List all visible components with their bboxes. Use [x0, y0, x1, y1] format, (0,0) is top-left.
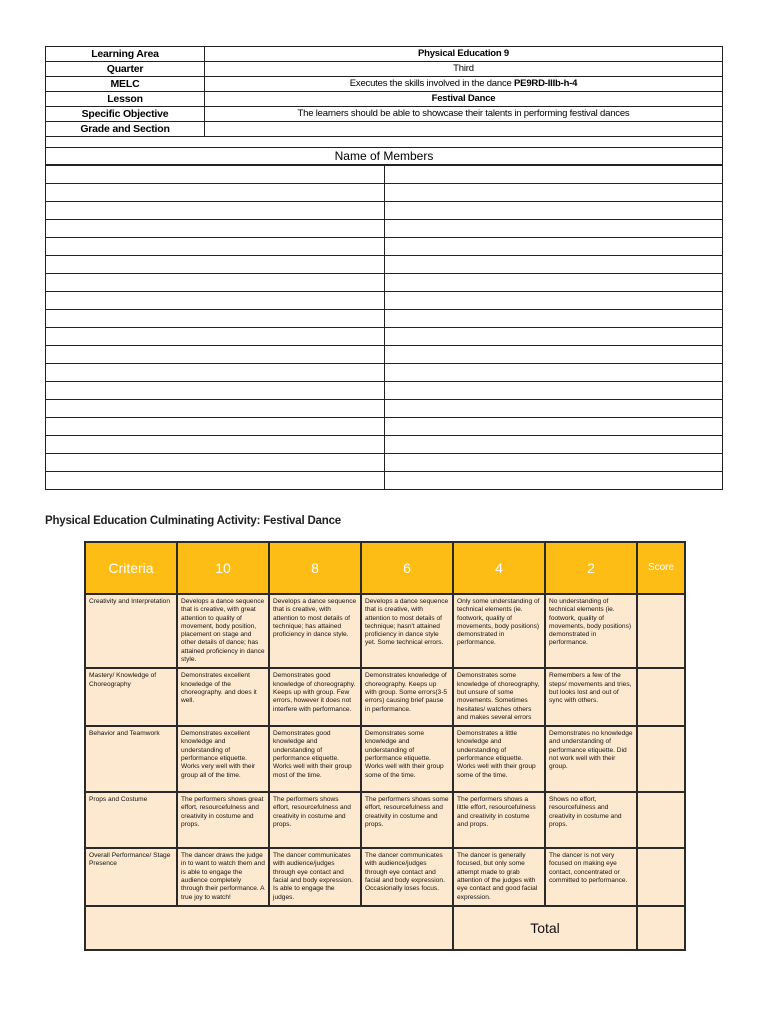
member-name-field[interactable]: [384, 436, 723, 454]
descriptor-cell: The dancer communicates with audience/judges through eye contact and facial and body expression. Is able to engage the judges.: [269, 848, 361, 906]
grade-section-field[interactable]: [205, 122, 723, 137]
info-value-text: Executes the skills involved in the dance: [349, 78, 515, 89]
member-row: [46, 184, 723, 202]
info-row: [46, 62, 723, 77]
header-4: 4: [453, 542, 545, 594]
criteria-cell: Behavior and Teamwork: [85, 726, 177, 792]
info-row: [46, 107, 723, 122]
descriptor-cell: Shows no effort, resourcefulness and creativity in costume and props.: [545, 792, 637, 848]
members-title-row: [46, 148, 723, 165]
member-row: [46, 202, 723, 220]
member-name-field[interactable]: [384, 184, 723, 202]
member-row: [46, 274, 723, 292]
member-row: [46, 328, 723, 346]
member-name-field[interactable]: [384, 346, 723, 364]
info-row: [46, 47, 723, 62]
member-name-field[interactable]: [46, 202, 385, 220]
member-name-field[interactable]: [46, 310, 385, 328]
criteria-cell: Mastery/ Knowledge of Choreography: [85, 668, 177, 726]
criteria-cell: Creativity and Interpretation: [85, 594, 177, 668]
lesson-info-table: [45, 46, 723, 165]
info-row: [46, 92, 723, 107]
descriptor-cell: Demonstrates good knowledge of choreography. Keeps up with group. Few errors, however it does not interfere with performance.: [269, 668, 361, 726]
header-2: 2: [545, 542, 637, 594]
member-row: [46, 310, 723, 328]
member-name-field[interactable]: [384, 400, 723, 418]
criteria-cell: Overall Performance/ Stage Presence: [85, 848, 177, 906]
score-field[interactable]: [637, 792, 685, 848]
member-name-field[interactable]: [46, 292, 385, 310]
total-blank-cell: [85, 906, 453, 950]
member-name-field[interactable]: [384, 364, 723, 382]
member-name-field[interactable]: [384, 328, 723, 346]
descriptor-cell: Demonstrates some knowledge and understanding of performance etiquette. Works well with their group some of the time.: [361, 726, 453, 792]
activity-title: Physical Education Culminating Activity: Festival Dance: [45, 515, 341, 527]
descriptor-cell: Develops a dance sequence that is creative, with attention to most details of technique; hasn't attained proficiency in dance style yet. Some technical errors.: [361, 594, 453, 668]
score-field[interactable]: [637, 594, 685, 668]
descriptor-cell: Demonstrates excellent knowledge and understanding of performance etiquette. Works very well with their group all of the time.: [177, 726, 269, 792]
member-name-field[interactable]: [384, 310, 723, 328]
info-value: [205, 47, 723, 62]
info-value: Third: [205, 62, 723, 77]
criteria-cell: Props and Costume: [85, 792, 177, 848]
member-name-field[interactable]: [384, 220, 723, 238]
descriptor-cell: Develops a dance sequence that is creative, with attention to most details of technique; has attained proficiency in dance style.: [269, 594, 361, 668]
descriptor-cell: The dancer draws the judge in to want to watch them and is able to engage the audience completely through their performance. A true joy to watch!: [177, 848, 269, 906]
member-name-field[interactable]: [46, 256, 385, 274]
descriptor-cell: The performers shows effort, resourcefulness and creativity in costume and props.: [269, 792, 361, 848]
info-value: [205, 92, 723, 107]
member-name-field[interactable]: [46, 328, 385, 346]
descriptor-cell: The dancer is not very focused on making eye contact, concentrated or committed to performance.: [545, 848, 637, 906]
member-name-field[interactable]: [46, 220, 385, 238]
member-name-field[interactable]: [46, 364, 385, 382]
rubric-row: [85, 668, 685, 726]
descriptor-cell: The performers shows some effort, resourcefulness and creativity in costume and props.: [361, 792, 453, 848]
descriptor-cell: Develops a dance sequence that is creative, with great attention to quality of movement, body position, placement on stage and other details of dance; has attained proficiency in dance style.: [177, 594, 269, 668]
total-score-field[interactable]: [637, 906, 685, 950]
member-row: [46, 292, 723, 310]
members-title: Name of Members: [46, 148, 723, 165]
score-field[interactable]: [637, 848, 685, 906]
member-name-field[interactable]: [46, 184, 385, 202]
info-row: [46, 77, 723, 92]
member-name-field[interactable]: [46, 472, 385, 490]
rubric-row: [85, 848, 685, 906]
descriptor-cell: The dancer is generally focused, but only some attempt made to grab attention of the judges with eye contact and good facial expression.: [453, 848, 545, 906]
member-row: [46, 454, 723, 472]
descriptor-cell: Only some understanding of technical elements (ie. footwork, quality of movements, body positions) demonstrated in performance.: [453, 594, 545, 668]
descriptor-cell: Remembers a few of the steps/ movements and tries, but looks lost and out of sync with others.: [545, 668, 637, 726]
spacer-row: [46, 137, 723, 148]
header-10: 10: [177, 542, 269, 594]
member-name-field[interactable]: [384, 238, 723, 256]
member-name-field[interactable]: [46, 454, 385, 472]
total-label: Total: [453, 906, 637, 950]
member-name-field[interactable]: [384, 256, 723, 274]
descriptor-cell: Demonstrates knowledge of choreography. Keeps up with group. Some errors(3-5 errors) causing brief pause in performance.: [361, 668, 453, 726]
member-row: [46, 400, 723, 418]
descriptor-cell: The performers shows a little effort, resourcefulness and creativity in costume and props.: [453, 792, 545, 848]
rubric-row: [85, 792, 685, 848]
rubric-row: [85, 726, 685, 792]
info-label: MELC: [46, 77, 205, 92]
member-name-field[interactable]: [384, 292, 723, 310]
member-name-field[interactable]: [384, 274, 723, 292]
member-name-field[interactable]: [46, 274, 385, 292]
member-name-field[interactable]: [46, 436, 385, 454]
member-name-field[interactable]: [384, 382, 723, 400]
info-row: [46, 122, 723, 137]
member-row: [46, 220, 723, 238]
member-name-field[interactable]: [46, 238, 385, 256]
header-6: 6: [361, 542, 453, 594]
info-label: Learning Area: [46, 47, 205, 62]
member-row: [46, 256, 723, 274]
member-row: [46, 238, 723, 256]
info-value: The learners should be able to showcase their talents in performing festival dances: [205, 107, 723, 122]
member-name-field[interactable]: [46, 346, 385, 364]
header-criteria: Criteria: [85, 542, 177, 594]
info-label: Quarter: [46, 62, 205, 77]
member-name-field[interactable]: [384, 454, 723, 472]
info-value-text: Festival Dance: [431, 93, 496, 104]
rubric-table: [84, 541, 686, 951]
header-score: Score: [637, 542, 685, 594]
info-value: [205, 77, 723, 92]
member-row: [46, 382, 723, 400]
member-row: [46, 418, 723, 436]
member-row: [46, 364, 723, 382]
member-name-field[interactable]: [46, 400, 385, 418]
member-name-field[interactable]: [46, 382, 385, 400]
member-row: [46, 166, 723, 184]
spacer-cell: [46, 137, 723, 148]
descriptor-cell: Demonstrates good knowledge and understanding of performance etiquette. Works well with their group most of the time.: [269, 726, 361, 792]
member-name-field[interactable]: [46, 418, 385, 436]
total-row: [85, 906, 685, 950]
member-name-field[interactable]: [384, 202, 723, 220]
descriptor-cell: Demonstrates no knowledge and understanding of performance etiquette. Did not work well with their group.: [545, 726, 637, 792]
info-value-text: Physical Education 9: [417, 48, 510, 59]
score-field[interactable]: [637, 668, 685, 726]
member-name-field[interactable]: [46, 166, 385, 184]
score-field[interactable]: [637, 726, 685, 792]
descriptor-cell: Demonstrates some knowledge of choreography, but unsure of some movements. Sometimes hesitates/ watches others and makes several errors: [453, 668, 545, 726]
info-label: Specific Objective: [46, 107, 205, 122]
member-name-field[interactable]: [384, 166, 723, 184]
info-label: Grade and Section: [46, 122, 205, 137]
descriptor-cell: Demonstrates a little knowledge and understanding of performance etiquette. Works well with their group some of the time.: [453, 726, 545, 792]
descriptor-cell: The dancer communicates with audience/judges through eye contact and facial and body expression. Occasionally loses focus.: [361, 848, 453, 906]
header-8: 8: [269, 542, 361, 594]
rubric-header-row: [85, 542, 685, 594]
member-name-field[interactable]: [384, 418, 723, 436]
descriptor-cell: Demonstrates excellent knowledge of the choreography. and does it well.: [177, 668, 269, 726]
member-name-field[interactable]: [384, 472, 723, 490]
melc-code: PE9RD-IIIb-h-4: [514, 78, 578, 89]
descriptor-cell: The performers shows great effort, resourcefulness and creativity in costume and props.: [177, 792, 269, 848]
members-table: [45, 165, 723, 490]
descriptor-cell: No understanding of technical elements (ie. footwork, quality of movements, body positions) demonstrated in performance.: [545, 594, 637, 668]
member-row: [46, 346, 723, 364]
rubric-row: [85, 594, 685, 668]
member-row: [46, 436, 723, 454]
info-label: Lesson: [46, 92, 205, 107]
member-row: [46, 472, 723, 490]
